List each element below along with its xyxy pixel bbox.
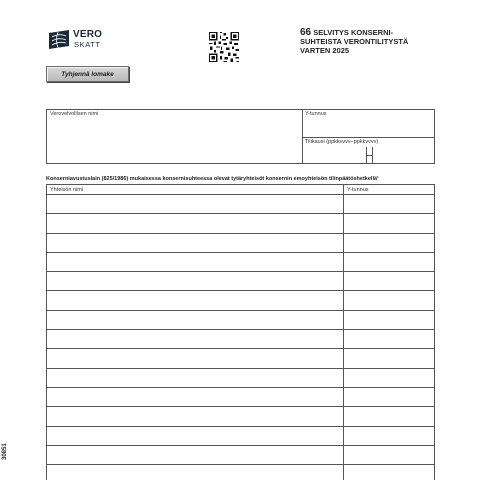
table-row[interactable] xyxy=(47,311,434,330)
table-row[interactable] xyxy=(47,446,434,465)
subsidiaries-table xyxy=(46,184,435,480)
table-row[interactable] xyxy=(47,427,434,446)
section-title: Konserniavustuslain (825/1986) mukaisessa konsernisuhteessa olevat tytäryhteisöt konsernin emoyhteisön tilinpäätöshetkellä¹ xyxy=(46,176,379,182)
table-header xyxy=(47,185,434,195)
form-number: 66 xyxy=(300,27,312,38)
business-id-label: Y-tunnus xyxy=(305,111,327,117)
table-row[interactable] xyxy=(47,214,434,233)
taxpayer-info-box xyxy=(46,109,435,164)
table-row[interactable] xyxy=(47,369,434,388)
company-id-header: Y-tunnus xyxy=(347,187,369,193)
form-title-line3: VARTEN 2025 xyxy=(300,46,350,55)
company-name-header: Yhteisön nimi xyxy=(50,187,84,193)
table-row[interactable] xyxy=(47,407,434,426)
clear-form-button[interactable]: Tyhjennä lomake xyxy=(46,66,129,82)
logo-globe-icon xyxy=(47,30,71,49)
taxpayer-name-label: Verovelvollisen nimi xyxy=(50,111,99,117)
table-row[interactable] xyxy=(47,272,434,291)
form-title-line2: SUHTEISTA VERONTILITYSTÄ xyxy=(300,37,409,46)
table-row[interactable] xyxy=(47,195,434,214)
table-row[interactable] xyxy=(47,330,434,349)
table-row[interactable] xyxy=(47,349,434,368)
logo-text-skatt: SKATT xyxy=(74,40,101,49)
fiscal-period-label: Tilikausi (ppkkvvvv–ppkkvvvv) xyxy=(305,139,379,145)
form-title-line1: SELVITYS KONSERNI- xyxy=(313,28,394,37)
vero-skatt-logo xyxy=(47,30,107,50)
table-row[interactable] xyxy=(47,292,434,311)
logo-text-vero: VERO xyxy=(73,29,103,40)
form-code: 30851 xyxy=(2,443,8,460)
table-row[interactable] xyxy=(47,388,434,407)
form-title xyxy=(300,28,470,55)
table-row[interactable] xyxy=(47,253,434,272)
table-row[interactable] xyxy=(47,465,434,480)
table-row[interactable] xyxy=(47,234,434,253)
qr-code-icon xyxy=(209,32,239,62)
row-divider xyxy=(302,137,435,138)
period-dash xyxy=(366,155,373,156)
